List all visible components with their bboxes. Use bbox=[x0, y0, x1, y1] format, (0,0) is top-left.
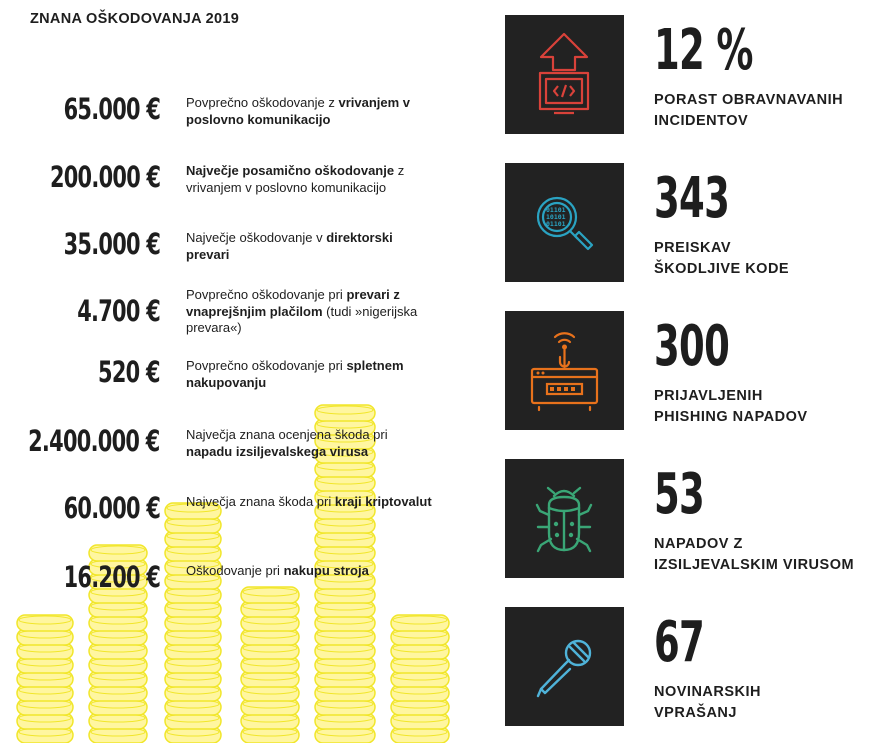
stat-label-line: PHISHING NAPADOV bbox=[654, 409, 808, 425]
description-bold-text: prevari z vnaprejšnjim plačilom bbox=[186, 287, 400, 319]
description-bold-text: spletnem nakupovanju bbox=[186, 358, 404, 390]
description-text: Največja znana ocenjena škoda pri bbox=[186, 427, 388, 442]
stat-value: 12 % bbox=[654, 18, 753, 83]
stat-label-line: NAPADOV Z bbox=[654, 536, 743, 552]
damage-description bbox=[186, 287, 436, 337]
microphone-icon bbox=[505, 607, 624, 726]
binary-magnifier-icon bbox=[505, 163, 624, 282]
damage-amount: 35.000 € bbox=[63, 227, 160, 261]
stat-label bbox=[654, 238, 789, 280]
damage-description bbox=[186, 358, 436, 391]
description-text: Največja znana škoda pri bbox=[186, 494, 335, 509]
damage-amount: 520 € bbox=[98, 355, 160, 389]
stat-value: 343 bbox=[654, 166, 730, 231]
description-bold-text: napadu izsiljevalskega virusa bbox=[186, 443, 369, 459]
damage-amount: 16.200 € bbox=[63, 560, 160, 594]
stat-value: 53 bbox=[654, 462, 705, 527]
description-bold-text: direktorski prevari bbox=[186, 230, 393, 262]
page-title: ZNANA OŠKODOVANJA 2019 bbox=[30, 11, 240, 27]
damage-description bbox=[186, 494, 436, 511]
description-text: Oškodovanje pri bbox=[186, 563, 284, 578]
description-bold-text: Največje posamično oškodovanje bbox=[186, 163, 395, 178]
description-text: Povprečno oškodovanje z bbox=[186, 95, 339, 110]
stat-label-line: NOVINARSKIH bbox=[654, 684, 762, 700]
description-text: Povprečno oškodovanje pri bbox=[186, 358, 347, 373]
stat-tile bbox=[505, 311, 624, 430]
stat-tile bbox=[505, 459, 624, 578]
damage-description bbox=[186, 427, 436, 460]
description-text: z vrivanjem v poslovno komunikacijo bbox=[186, 163, 405, 195]
stat-label bbox=[654, 90, 843, 132]
damage-amount: 4.700 € bbox=[77, 294, 160, 328]
description-text: (tudi »nigerijska prevara«) bbox=[186, 303, 418, 335]
damage-amount: 200.000 € bbox=[49, 160, 160, 194]
bug-icon bbox=[505, 459, 624, 578]
description-bold-text: nakupu stroja bbox=[283, 563, 369, 578]
stat-tile bbox=[505, 15, 624, 134]
stat-label-line: IZSILJEVALSKIM VIRUSOM bbox=[654, 557, 855, 573]
stat-tile bbox=[505, 163, 624, 282]
damage-description bbox=[186, 95, 436, 128]
stat-value: 67 bbox=[654, 610, 705, 675]
svg-text:10101: 10101 bbox=[546, 213, 566, 221]
damage-amount: 65.000 € bbox=[63, 92, 160, 126]
stat-label-line: INCIDENTOV bbox=[654, 113, 749, 129]
description-bold-text: vrivanjem v poslovno komunikacijo bbox=[186, 95, 411, 127]
description-text: Povprečno oškodovanje pri bbox=[186, 287, 347, 302]
damage-description bbox=[186, 563, 436, 580]
svg-text:01101: 01101 bbox=[546, 220, 566, 228]
stat-label-line: PORAST OBRAVNAVANIH bbox=[654, 92, 844, 108]
stat-tile bbox=[505, 607, 624, 726]
upload-code-icon bbox=[505, 15, 624, 134]
stat-label-line: PRIJAVLJENIH bbox=[654, 388, 763, 404]
stat-label-line: ŠKODLJIVE KODE bbox=[654, 261, 790, 277]
stat-label-line: VPRAŠANJ bbox=[654, 705, 737, 721]
router-hook-icon bbox=[505, 311, 624, 430]
stat-label bbox=[654, 682, 761, 724]
svg-text:01101: 01101 bbox=[546, 206, 566, 214]
damage-description bbox=[186, 230, 436, 263]
description-text: Največje oškodovanje v bbox=[186, 230, 327, 245]
damage-amount: 60.000 € bbox=[63, 491, 160, 525]
stat-value: 300 bbox=[654, 314, 730, 379]
damage-amount: 2.400.000 € bbox=[28, 424, 160, 458]
description-bold-text: kraji kriptovalut bbox=[334, 494, 432, 509]
stat-label-line: PREISKAV bbox=[654, 240, 732, 256]
stat-label bbox=[654, 534, 854, 576]
damage-description bbox=[186, 163, 436, 196]
stat-label bbox=[654, 386, 808, 428]
